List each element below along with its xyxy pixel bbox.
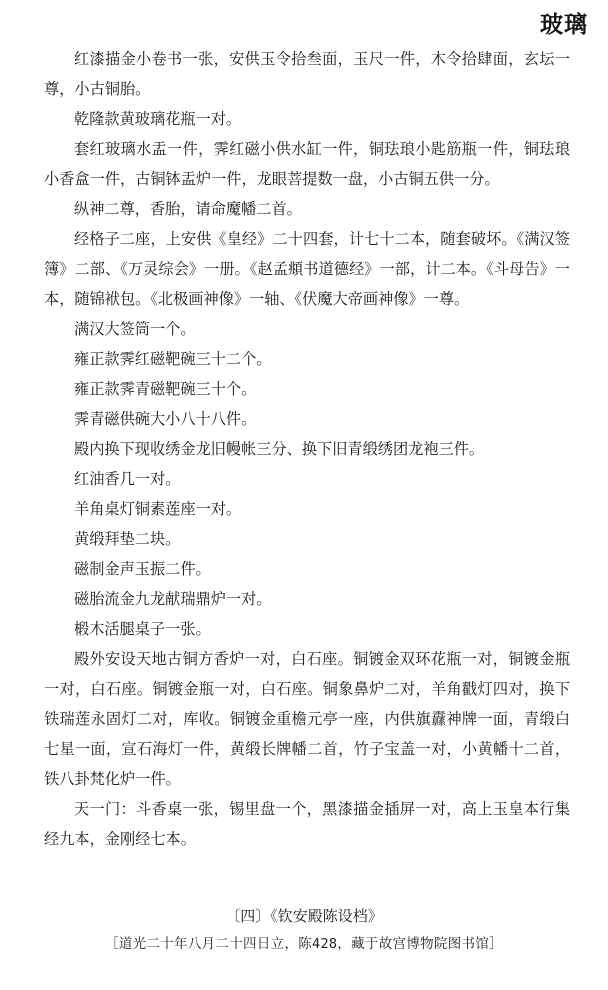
section-title: 〔四〕《钦安殿陈设档》 [225,907,383,925]
paragraph-7: 雍正款霁红磁靶碗三十二个。 [74,350,272,368]
paragraph-2: 乾隆款黄玻璃花瓶一对。 [74,110,242,128]
paragraph-18: 天一门：斗香桌一张，锡里盘一个，黑漆描金插屏一对，高上玉皇本行集经九本，金刚经七本。 [44,800,570,848]
header-title-mark: 玻璃 [540,12,588,38]
paragraph-13: 黄缎拜垫二块。 [74,530,181,548]
paragraph-1: 红漆描金小卷书一张，安供玉令拾叁面，玉尺一件，木令拾肆面，玄坛一尊，小古铜胎。 [44,50,570,98]
paragraph-12: 羊角桌灯铜素莲座一对。 [74,500,242,518]
paragraph-15: 磁胎流金九龙献瑞鼎炉一对。 [74,590,272,608]
paragraph-3: 套红玻璃水盂一件，霁红磁小供水缸一件，铜珐琅小匙筋瓶一件，铜珐琅小香盒一件，古铜钵盂炉一件，龙眼菩提数一盘，小古铜五供一分。 [44,140,570,188]
source-note: ［道光二十年八月二十四日立，陈428，藏于故宫博物院图书馆］ [105,936,503,952]
paragraph-6: 满汉大签筒一个。 [74,320,196,338]
paragraph-5: 经格子二座，上安供《皇经》二十四套，计七十二本，随套破坏。《满汉签簿》二部、《万灵综会》一册。《赵孟頫书道德经》一部，计二本。《斗母告》一本，随锦袱包。《北极画神像》一轴、《伏魔大帝画神像》一尊。 [44,230,570,308]
paragraph-9: 霁青磁供碗大小八十八件。 [74,410,257,428]
paragraph-8: 雍正款霁青磁靶碗三十个。 [74,380,257,398]
body-text [44,44,570,854]
paragraph-16: 椴木活腿桌子一张。 [74,620,211,638]
paragraph-14: 磁制金声玉振二件。 [74,560,211,578]
paragraph-17: 殿外安设天地古铜方香炉一对，白石座。铜镀金双环花瓶一对，铜镀金瓶一对，白石座。铜镀金瓶一对，白石座。铜象鼻炉二对，羊角戳灯四对，换下铁瑞莲永固灯二对，库收。铜镀金重檐元亭一座，内供旗纛神牌一面，青缎白七星一面，宣石海灯一件，黄缎长牌幡二首，竹子宝盖一对，小黄幡十二首，铁八卦梵化炉一件。 [44,650,570,788]
paragraph-10: 殿内换下现收绣金龙旧幔帐三分、换下旧青缎绣团龙袍三件。 [74,440,485,458]
paragraph-4: 纵神二尊，香胎，请命魔幡二首。 [74,200,302,218]
paragraph-11: 红油香几一对。 [74,470,181,488]
